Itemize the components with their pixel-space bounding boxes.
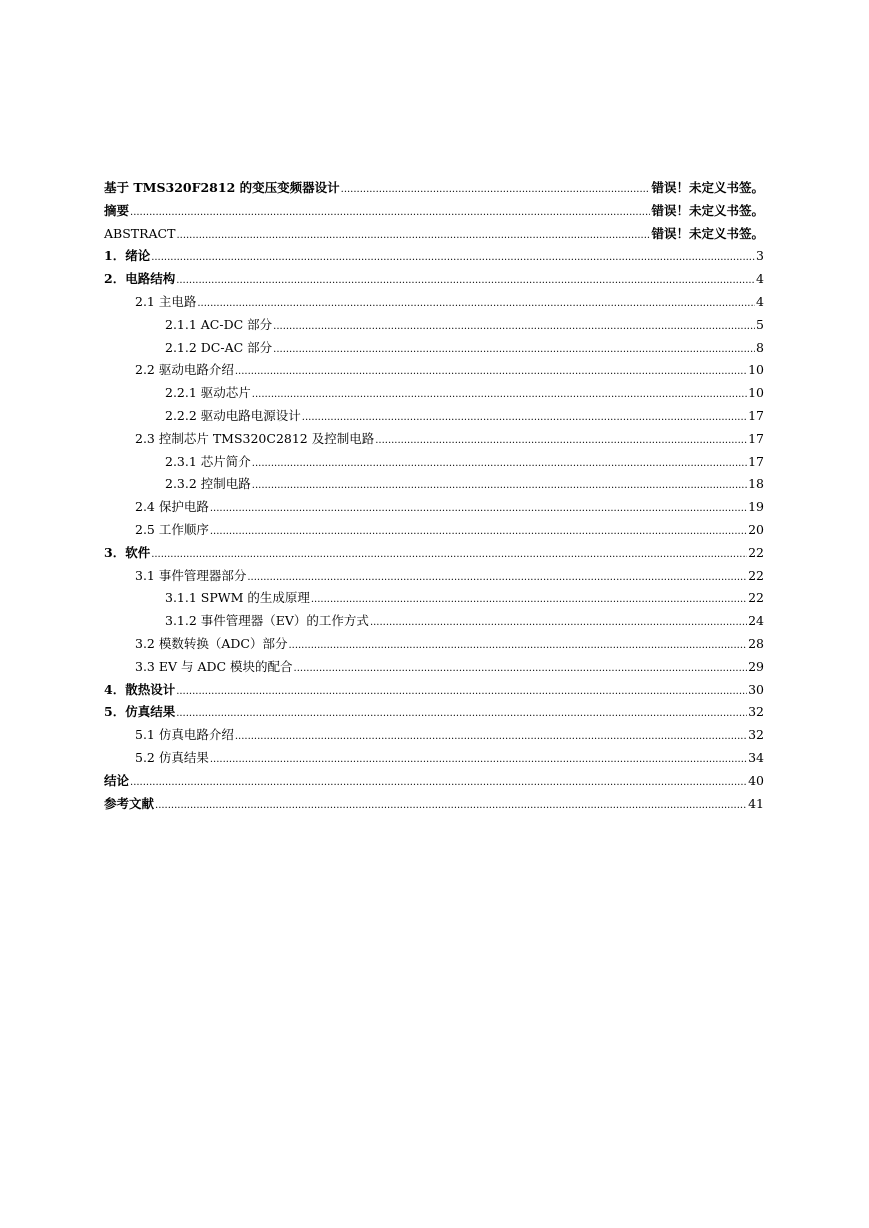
toc-dot-leader xyxy=(288,635,747,658)
toc-dot-leader xyxy=(210,498,747,521)
toc-entry[interactable] xyxy=(104,747,764,770)
toc-entry-page-number: 错误！未定义书签。 xyxy=(651,180,764,195)
toc-dot-leader xyxy=(252,475,747,498)
toc-entry[interactable] xyxy=(104,473,764,496)
toc-entry[interactable] xyxy=(104,200,764,223)
toc-dot-leader xyxy=(252,453,747,476)
toc-dot-leader xyxy=(252,384,747,407)
toc-dot-leader xyxy=(155,795,747,818)
toc-entry-page-number: 4 xyxy=(756,293,764,309)
toc-entry[interactable] xyxy=(104,428,764,451)
toc-entry[interactable] xyxy=(104,587,764,610)
toc-entry[interactable] xyxy=(104,405,764,428)
toc-entry-title: 2.3.1 芯片简介 xyxy=(165,453,251,469)
toc-entry-title: 3.2 模数转换（ADC）部分 xyxy=(135,635,288,651)
toc-entry-page-number: 17 xyxy=(748,453,764,469)
toc-entry-page-number: 22 xyxy=(748,567,764,583)
toc-dot-leader xyxy=(311,589,747,612)
toc-entry-page-number: 19 xyxy=(748,499,764,515)
toc-entry-title: 2.4 保护电路 xyxy=(135,499,209,515)
toc-entry-page-number: 30 xyxy=(748,681,764,697)
toc-entry-title: 2.2.1 驱动芯片 xyxy=(165,385,251,401)
toc-entry-title: 5．仿真结果 xyxy=(104,704,176,720)
toc-entry-title: 3.1.2 事件管理器（EV）的工作方式 xyxy=(165,613,369,629)
toc-entry-title: 1．绪论 xyxy=(104,248,151,264)
toc-dot-leader xyxy=(176,270,755,293)
toc-entry-title: 2.1 主电路 xyxy=(135,293,197,309)
toc-entry-page-number: 错误！未定义书签。 xyxy=(651,202,764,218)
toc-entry-page-number: 34 xyxy=(748,749,764,765)
toc-entry[interactable] xyxy=(104,382,764,405)
toc-dot-leader xyxy=(273,339,755,362)
toc-entry[interactable] xyxy=(104,793,764,816)
toc-entry-title: 5.2 仿真结果 xyxy=(135,749,209,765)
toc-entry[interactable] xyxy=(104,565,764,588)
toc-entry-title: 2.3.2 控制电路 xyxy=(165,476,251,492)
toc-entry[interactable] xyxy=(104,496,764,519)
toc-entry[interactable] xyxy=(104,177,764,200)
toc-dot-leader xyxy=(302,407,747,430)
toc-dot-leader xyxy=(210,749,747,772)
toc-dot-leader xyxy=(176,703,747,726)
toc-dot-leader xyxy=(294,658,748,681)
toc-entry-title: 4．散热设计 xyxy=(104,681,176,697)
toc-entry[interactable] xyxy=(104,451,764,474)
toc-entry-page-number: 28 xyxy=(748,635,764,651)
toc-entry-title: 2.2.2 驱动电路电源设计 xyxy=(165,407,301,423)
toc-entry[interactable] xyxy=(104,633,764,656)
toc-dot-leader xyxy=(273,316,755,339)
toc-dot-leader xyxy=(235,726,747,749)
toc-entry-title: 3.1 事件管理器部分 xyxy=(135,567,247,583)
toc-entry[interactable] xyxy=(104,656,764,679)
toc-entry-page-number: 29 xyxy=(748,658,764,674)
toc-dot-leader xyxy=(370,612,747,635)
toc-entry-page-number: 32 xyxy=(748,704,764,720)
toc-entry-title: 2．电路结构 xyxy=(104,271,176,287)
toc-entry-page-number: 3 xyxy=(756,248,764,264)
toc-dot-leader xyxy=(210,521,747,544)
toc-entry[interactable] xyxy=(104,679,764,702)
toc-entry-title: 2.2 驱动电路介绍 xyxy=(135,362,234,378)
toc-entry-title: 2.3 控制芯片 TMS320C2812 及控制电路 xyxy=(135,430,375,446)
toc-entry[interactable] xyxy=(104,701,764,724)
toc-entry[interactable] xyxy=(104,223,764,246)
toc-dot-leader xyxy=(375,430,747,453)
toc-entry[interactable] xyxy=(104,337,764,360)
toc-dot-leader xyxy=(197,293,755,316)
toc-entry-title: 2.1.2 DC-AC 部分 xyxy=(165,339,273,355)
toc-entry-page-number: 4 xyxy=(756,271,764,287)
toc-entry[interactable] xyxy=(104,770,764,793)
toc-entry[interactable] xyxy=(104,314,764,337)
toc-entry-title: 结论 xyxy=(104,772,130,788)
toc-entry-page-number: 18 xyxy=(748,476,764,492)
toc-dot-leader xyxy=(176,225,650,248)
toc-entry-page-number: 17 xyxy=(748,407,764,423)
toc-entry-page-number: 24 xyxy=(748,613,764,629)
toc-entry-title: 参考文献 xyxy=(104,795,155,811)
toc-entry-title: 3.1.1 SPWM 的生成原理 xyxy=(165,590,310,606)
toc-entry-title: 摘要 xyxy=(104,202,130,218)
toc-entry-page-number: 22 xyxy=(748,590,764,606)
toc-entry-title: ABSTRACT xyxy=(104,225,176,241)
toc-entry[interactable] xyxy=(104,359,764,382)
toc-entry-page-number: 41 xyxy=(748,795,764,811)
toc-entry[interactable] xyxy=(104,519,764,542)
toc-dot-leader xyxy=(151,247,755,270)
toc-dot-leader xyxy=(151,544,747,567)
toc-dot-leader xyxy=(176,681,747,704)
toc-entry-title: 基于 TMS320F2812 的变压变频器设计 xyxy=(104,180,340,195)
toc-entry-page-number: 8 xyxy=(756,339,764,355)
toc-entry-page-number: 10 xyxy=(748,385,764,401)
toc-entry[interactable] xyxy=(104,268,764,291)
toc-dot-leader xyxy=(341,179,651,202)
toc-dot-leader xyxy=(247,567,747,590)
toc-entry-title: 3．软件 xyxy=(104,544,151,560)
toc-entry-page-number: 17 xyxy=(748,430,764,446)
toc-entry[interactable] xyxy=(104,610,764,633)
toc-entry[interactable] xyxy=(104,542,764,565)
table-of-contents xyxy=(104,177,764,815)
toc-entry-title: 2.1.1 AC-DC 部分 xyxy=(165,316,273,332)
toc-entry[interactable] xyxy=(104,245,764,268)
toc-entry[interactable] xyxy=(104,291,764,314)
toc-entry-page-number: 错误！未定义书签。 xyxy=(651,225,764,241)
toc-entry-page-number: 20 xyxy=(748,521,764,537)
toc-entry-page-number: 32 xyxy=(748,727,764,743)
toc-entry-title: 3.3 EV 与 ADC 模块的配合 xyxy=(135,658,293,674)
toc-dot-leader xyxy=(235,361,747,384)
toc-entry[interactable] xyxy=(104,724,764,747)
toc-entry-title: 5.1 仿真电路介绍 xyxy=(135,727,234,743)
toc-entry-page-number: 22 xyxy=(748,544,764,560)
toc-entry-title: 2.5 工作顺序 xyxy=(135,521,209,537)
toc-dot-leader xyxy=(130,772,747,795)
toc-entry-page-number: 5 xyxy=(756,316,764,332)
toc-entry-page-number: 40 xyxy=(748,772,764,788)
toc-dot-leader xyxy=(130,202,650,225)
toc-entry-page-number: 10 xyxy=(748,362,764,378)
